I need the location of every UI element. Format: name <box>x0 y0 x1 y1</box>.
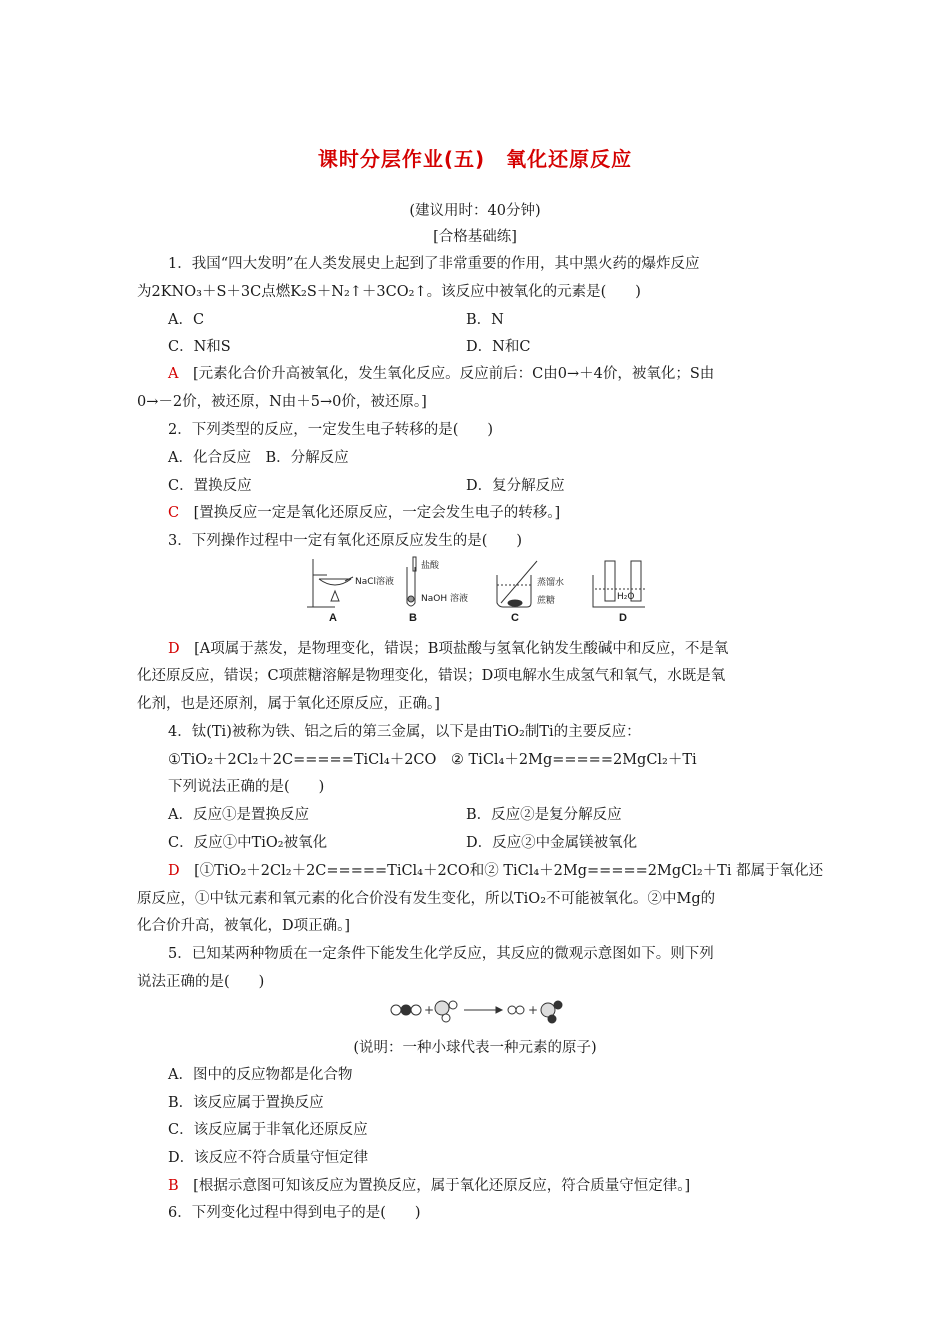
figure-label-a: A <box>329 612 337 624</box>
q5-option-c: C．该反应属于非氧化还原反应 <box>168 1122 368 1138</box>
q4-option-b: B．反应②是复分解反应 <box>466 807 622 823</box>
label-naoh: NaOH 溶液 <box>421 594 468 604</box>
q4-option-d: D．反应②中金属镁被氧化 <box>466 835 638 851</box>
svg-text:+: + <box>424 1003 435 1017</box>
apparatus-b-icon <box>407 557 416 606</box>
figure-label-b: B <box>409 612 417 624</box>
q4-explanation: [①TiO₂＋2Cl₂＋2C=====TiCl₄＋2CO和② TiCl₄＋2Mg=====2MgCl₂＋Ti 都属于氧化还 <box>194 863 824 879</box>
q4-option-c: C．反应①中TiO₂被氧化 <box>168 835 328 851</box>
q5-reaction-diagram <box>388 998 578 1028</box>
figure-label-d: D <box>619 612 627 624</box>
q5-stem-line2: 说法正确的是( ) <box>137 974 265 990</box>
q4-option-a: A．反应①是置换反应 <box>168 807 309 823</box>
apparatus-drawing <box>305 555 645 625</box>
q4-reactions: ①TiO₂＋2Cl₂＋2C=====TiCl₄＋2CO ② TiCl₄＋2Mg=====2MgCl₂＋Ti <box>168 752 697 768</box>
q4-answer-line <box>168 859 823 880</box>
q3-explanation: [A项属于蒸发，是物理变化，错误；B项盐酸与氢氧化钠发生酸碱中和反应，不是氧 <box>194 641 729 657</box>
q5-answer-line <box>168 1174 690 1195</box>
q3-explanation-line2: 化还原反应，错误；C项蔗糖溶解是物理变化，错误；D项电解水生成氢气和氧气，水既是氧 <box>137 668 726 684</box>
q1-answer: A <box>168 366 179 382</box>
q4-answer: D <box>168 863 180 879</box>
figure-label-c: C <box>511 612 519 624</box>
q4-stem-line1: 4．钛(Ti)被称为铁、铝之后的第三金属，以下是由TiO₂制Ti的主要反应： <box>168 724 641 740</box>
q2-answer-line <box>168 501 560 522</box>
q1-option-d: D．N和C <box>466 339 531 355</box>
q5-option-d: D．该反应不符合质量守恒定律 <box>168 1150 369 1166</box>
q6-stem: 6．下列变化过程中得到电子的是( ) <box>168 1205 421 1221</box>
q1-option-c: C．N和S <box>168 339 231 355</box>
q5-option-b: B．该反应属于置换反应 <box>168 1095 324 1111</box>
q5-option-a: A．图中的反应物都是化合物 <box>168 1067 353 1083</box>
q4-stem-line3: 下列说法正确的是( ) <box>168 779 325 795</box>
label-nacl: NaCl溶液 <box>355 577 395 587</box>
q1-stem-line1: 1．我国“四大发明”在人类发展史上起到了非常重要的作用，其中黑火药的爆炸反应 <box>168 256 700 272</box>
label-h2o: H₂O <box>617 592 635 602</box>
q5-answer: B <box>168 1178 179 1194</box>
q5-stem-line1: 5．已知某两种物质在一定条件下能发生化学反应，其反应的微观示意图如下。则下列 <box>168 946 714 962</box>
label-water: 蒸馏水 <box>537 578 565 588</box>
q4-explanation-line2: 原反应，①中钛元素和氧元素的化合价没有发生变化，所以TiO₂不可能被氧化。②中Mg的 <box>137 891 716 907</box>
q2-option-c: C．置换反应 <box>168 478 252 494</box>
section-heading: [合格基础练] <box>433 229 517 245</box>
label-hcl: 盐酸 <box>421 561 440 571</box>
apparatus-c-icon <box>497 561 537 607</box>
q1-explanation: [元素化合价升高被氧化，发生氧化反应。反应前后：C由0→＋4价，被氧化；S由 <box>192 366 715 382</box>
time-note: (建议用时：40分钟) <box>409 203 541 219</box>
q1-explanation-line2: 0→－2价，被还原，N由＋5→0价，被还原。] <box>137 394 427 410</box>
q2-explanation: [置换反应一定是氧化还原反应，一定会发生电子的转移。] <box>193 505 561 521</box>
apparatus-a-icon <box>307 559 353 607</box>
q1-option-a: A．C <box>168 312 205 328</box>
q3-stem: 3．下列操作过程中一定有氧化还原反应发生的是( ) <box>168 533 523 549</box>
q3-explanation-line3: 化剂，也是还原剂，属于氧化还原反应，正确。] <box>137 696 440 712</box>
q1-stem-line2: 为2KNO₃＋S＋3C点燃K₂S＋N₂↑＋3CO₂↑。该反应中被氧化的元素是( ) <box>137 284 641 300</box>
q4-explanation-line3: 化合价升高，被氧化，D项正确。] <box>137 918 351 934</box>
q1-answer-line <box>168 362 714 383</box>
q3-answer-line <box>168 637 728 658</box>
q1-option-b: B．N <box>466 312 504 328</box>
q2-options-ab: A．化合反应 B．分解反应 <box>168 450 349 466</box>
q2-option-d: D．复分解反应 <box>466 478 565 494</box>
q3-answer: D <box>168 641 180 657</box>
q2-stem: 2．下列类型的反应，一定发生电子转移的是( ) <box>168 422 494 438</box>
q5-explanation: [根据示意图可知该反应为置换反应，属于氧化还原反应，符合质量守恒定律。] <box>193 1178 691 1194</box>
page-title: 课时分层作业(五) 氧化还原反应 <box>317 147 633 171</box>
label-sucrose: 蔗糖 <box>537 596 556 606</box>
q3-apparatus-figure <box>305 555 645 625</box>
q2-answer: C <box>168 505 180 521</box>
svg-text:+: + <box>528 1003 539 1017</box>
q5-diagram-note: (说明：一种小球代表一种元素的原子) <box>353 1040 597 1056</box>
